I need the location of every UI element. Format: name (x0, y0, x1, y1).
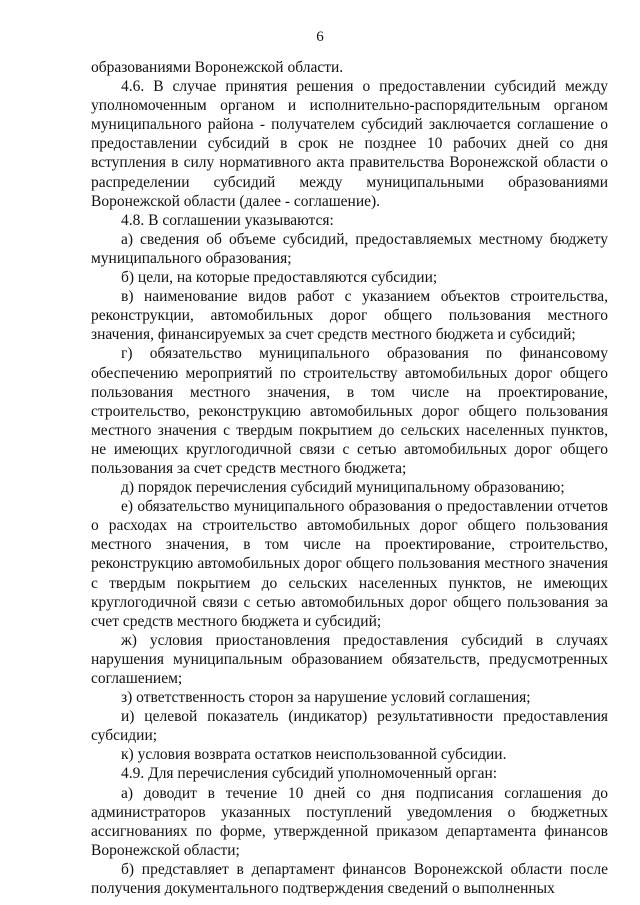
list-item-b: б) цели, на которые предоставляются субсидии; (121, 269, 438, 287)
list-item-a-4-9: а) доводит в течение 10 дней со дня подписания соглашения до администраторов указанных поступлений уведомления о бюджетных ассигнованиях по форме, утвержденной приказом департамента финансов Воронежской области; (91, 784, 608, 859)
list-item-z: з) ответственность сторон за нарушение условий соглашения; (121, 689, 531, 707)
list-item-i: и) целевой показатель (индикатор) результативности предоставления субсидии; (91, 708, 608, 745)
paragraph-continuation: образованиями Воронежской области. (91, 59, 344, 76)
list-item-d: д) порядок перечисления субсидий муниципальному образованию; (121, 479, 565, 497)
list-item-a: а) сведения об объеме субсидий, предоставляемых местному бюджету муниципального образования; (91, 230, 608, 267)
paragraph-4-6: 4.6. В случае принятия решения о предоставлении субсидий между уполномоченным органом и исполнительно-распорядительным органом муниципального района - получателем субсидий заключается соглашение о предоставлении субсидий в срок не позднее 10 рабочих дней со дня вступления в силу нормативного акта правительства Воронежской области о распределении субсидий между муниципальными образованиями Воронежской области (далее - соглашение). (91, 78, 608, 210)
list-item-v: в) наименование видов работ с указанием объектов строительства, реконструкции, автомобильных дорог общего пользования местного значения, финансируемых за счет средств местного бюджета и субсидий; (91, 288, 608, 344)
page-number: 6 (316, 29, 324, 45)
document-body (91, 58, 608, 898)
paragraph-4-9: 4.9. Для перечисления субсидий уполномоченный орган: (121, 765, 498, 783)
paragraph-4-8: 4.8. В соглашении указываются: (121, 211, 334, 229)
list-item-e: е) обязательство муниципального образования о предоставлении отчетов о расходах на строительство автомобильных дорог общего пользования местного значения, в том числе на проектирование, строительство, реконструкцию автомобильных дорог общего пользования местного значения с твердым покрытием до сельских населенных пунктов, не имеющих круглогодичной связи с сетью автомобильных дорог общего пользования за счет средств местного бюджета и субсидий; (91, 498, 608, 630)
list-item-k: к) условия возврата остатков неиспользованной субсидии. (121, 746, 507, 764)
list-item-g: г) обязательство муниципального образования по финансовому обеспечению мероприятий по строительству автомобильных дорог общего пользования местного значения, в том числе на проектирование, строительство, реконструкцию автомобильных дорог общего пользования местного значения с твердым покрытием до сельских населенных пунктов, не имеющих круглогодичной связи с сетью автомобильных дорог общего пользования за счет средств местного бюджета; (91, 345, 608, 477)
list-item-b-4-9: б) представляет в департамент финансов Воронежской области после получения документального подтверждения сведений о выполненных (91, 860, 608, 898)
list-item-zh: ж) условия приостановления предоставления субсидий в случаях нарушения муниципальным образованием обязательств, предусмотренных соглашением; (91, 631, 608, 687)
